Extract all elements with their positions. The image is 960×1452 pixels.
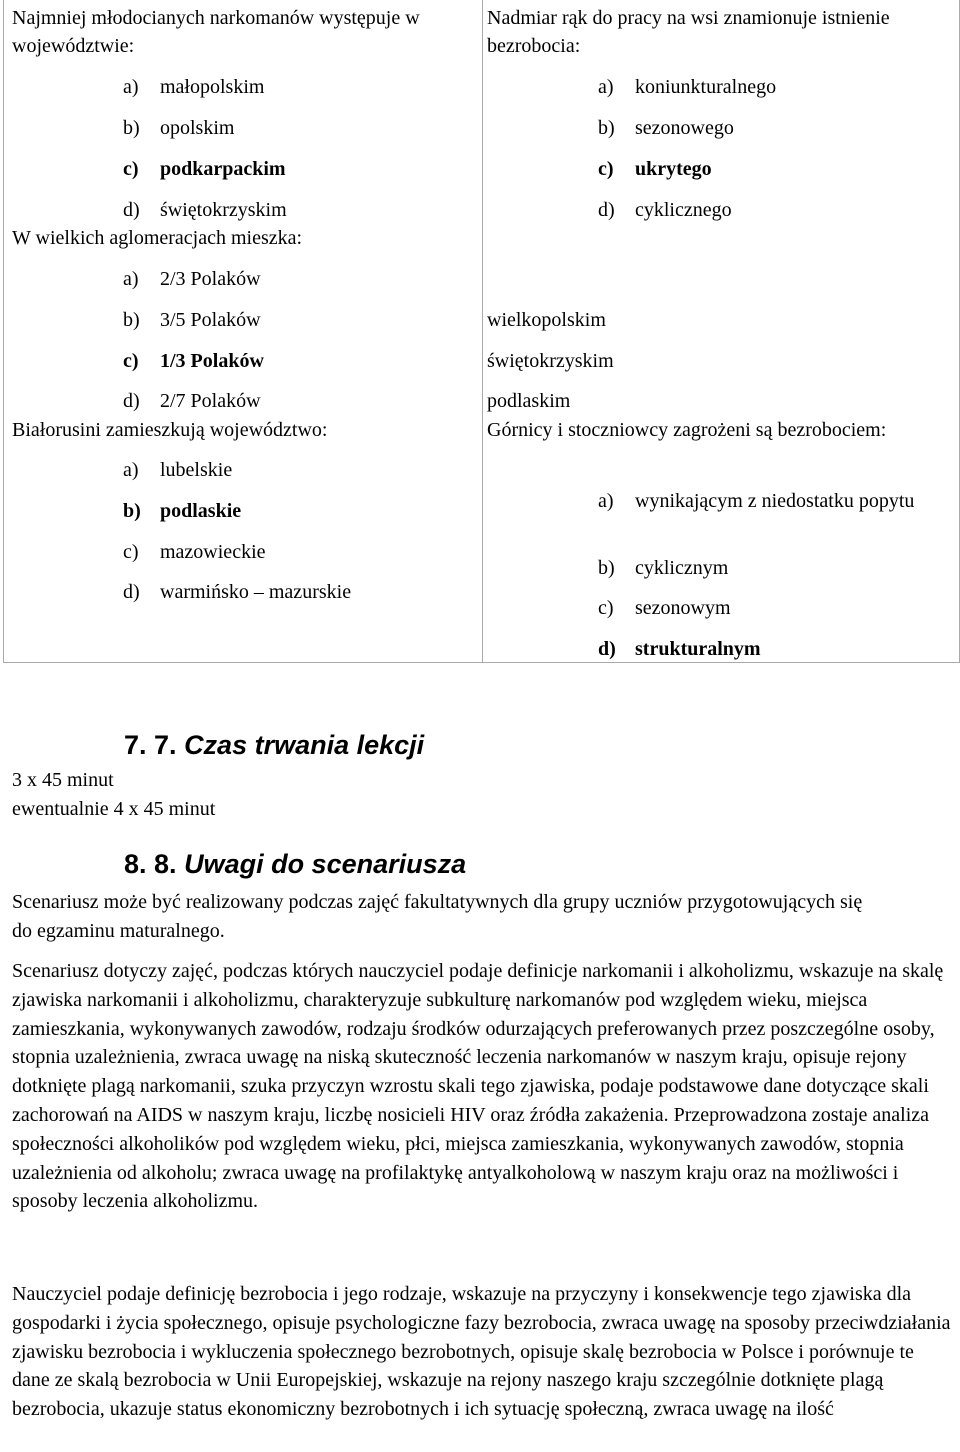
answer-option — [123, 458, 232, 482]
paragraph: Scenariusz może być realizowany podczas zajęć fakultatywnych dla grupy uczniów przygotowujących się do egzaminu maturalnego. — [12, 891, 863, 942]
option-label: a) — [598, 490, 614, 512]
stray-text: podlaskim — [487, 390, 571, 412]
option-text: sezonowego — [635, 117, 734, 139]
question-text: W wielkich aglomeracjach mieszka: — [12, 227, 303, 249]
option-label: b) — [598, 557, 615, 579]
question-text: Górnicy i stoczniowcy zagrożeni są bezrobociem: — [487, 419, 887, 441]
answer-option-correct — [598, 637, 761, 661]
option-text: ukrytego — [635, 158, 712, 180]
option-text: cyklicznym — [635, 557, 729, 579]
option-label: c) — [123, 350, 139, 372]
section-heading — [124, 730, 424, 760]
option-text: warmińsko – mazurskie — [160, 581, 352, 603]
section-title: Czas trwania lekcji — [184, 730, 425, 760]
answer-option — [598, 198, 732, 222]
option-label: a) — [123, 459, 139, 481]
option-label: b) — [598, 117, 615, 139]
option-label: a) — [598, 76, 614, 98]
option-label: b) — [123, 309, 140, 331]
option-label: c) — [598, 158, 614, 180]
answer-option — [598, 116, 734, 140]
option-text: sezonowym — [635, 597, 731, 619]
stray-text: świętokrzyskim — [487, 350, 614, 372]
section-number: 7. 7. — [124, 730, 177, 760]
duration-line: 3 x 45 minut — [12, 769, 114, 791]
answer-option — [598, 75, 776, 99]
answer-option — [598, 556, 728, 580]
option-text: podkarpackim — [160, 158, 286, 180]
option-text: 2/3 Polaków — [160, 268, 261, 290]
paragraph: Scenariusz dotyczy zajęć, podczas których nauczyciel podaje definicje narkomanii i alkoholizmu, wskazuje na skalę zjawiska narkomanii i alkoholizmu, charakteryzuje subkulturę narkomanów pod względem wieku, miejsca zamieszkania, wykonywanych zawodów, rodzaju środków odurzających preferowanych przez poszczególne osoby, stopnia uzależnienia, zwraca uwagę na niską skuteczność leczenia narkomanów w naszym kraju, opisuje rejony dotknięte plagą narkomanii, szuka przyczyn wzrostu skali tego zjawiska, podaje podstawowe dane dotyczące skali zachorowań na AIDS w naszym kraju, liczbę nosicieli HIV oraz źródła zakażenia. Przeprowadzona zostaje analiza społeczności alkoholików pod względem wieku, płci, miejsca zamieszkania, wykonywanych zawodów, stopnia uzależnienia od alkoholu; zwraca uwagę na profilaktykę antyalkoholową w naszym kraju oraz na możliwości i sposoby leczenia alkoholizmu. — [12, 960, 944, 1213]
option-text: 1/3 Polaków — [160, 350, 264, 372]
option-label: d) — [598, 638, 616, 660]
option-label: d) — [123, 199, 140, 221]
answer-option — [123, 198, 287, 222]
option-text: strukturalnym — [635, 638, 761, 660]
option-text: koniunkturalnego — [635, 76, 777, 98]
question-text: Białorusini zamieszkują województwo: — [12, 419, 328, 441]
option-text: wynikającym z niedostatku popytu — [635, 490, 915, 512]
answer-option-correct — [598, 157, 712, 181]
option-text: 3/5 Polaków — [160, 309, 261, 331]
option-label: c) — [598, 597, 614, 619]
option-text: cyklicznego — [635, 199, 732, 221]
option-label: b) — [123, 117, 140, 139]
answer-option — [123, 389, 261, 413]
option-label: c) — [123, 158, 139, 180]
section-title: Uwagi do scenariusza — [184, 849, 467, 879]
option-text: podlaskie — [160, 500, 242, 522]
option-label: c) — [123, 541, 139, 563]
answer-option — [598, 487, 918, 515]
question-text: Nadmiar rąk do pracy na wsi znamionuje istnienie bezrobocia: — [487, 7, 890, 57]
option-label: b) — [123, 500, 141, 522]
option-text: lubelskie — [160, 459, 233, 481]
section-number: 8. 8. — [124, 849, 177, 879]
section-heading — [124, 849, 466, 879]
option-label: d) — [123, 581, 140, 603]
paragraph: Nauczyciel podaje definicję bezrobocia i jego rodzaje, wskazuje na przyczyny i konsekwencje tego zjawiska dla gospodarki i życia społecznego, opisuje psychologiczne fazy bezrobocia, zwraca uwagę na sposoby przeciwdziałania zjawisku bezrobocia i wykluczenia społecznego bezrobotnych, opisuje skalę bezrobocia w Polsce i porównuje te dane ze skalą bezrobocia w Unii Europejskiej, wskazuje na rejony naszego kraju szczególnie dotknięte plagą bezrobocia, ukazuje status ekonomiczny bezrobotnych i ich sytuację społeczną, zwraca uwagę na ilość — [12, 1283, 951, 1421]
answer-option — [598, 596, 731, 620]
option-text: małopolskim — [160, 76, 265, 98]
answer-option-correct — [123, 157, 286, 181]
option-text: opolskim — [160, 117, 235, 139]
option-label: d) — [123, 390, 140, 412]
answer-option-correct — [123, 499, 241, 523]
option-text: mazowieckie — [160, 541, 266, 563]
answer-option — [123, 308, 261, 332]
option-label: a) — [123, 76, 139, 98]
column-divider — [482, 0, 483, 662]
answer-option-correct — [123, 349, 264, 373]
question-text: Najmniej młodocianych narkomanów występuje w województwie: — [12, 7, 420, 57]
option-label: a) — [123, 268, 139, 290]
option-label: d) — [598, 199, 615, 221]
stray-text: wielkopolskim — [487, 309, 606, 331]
answer-option — [123, 580, 351, 604]
answer-option — [123, 75, 264, 99]
option-text: 2/7 Polaków — [160, 390, 261, 412]
answer-option — [123, 540, 266, 564]
duration-line: ewentualnie 4 x 45 minut — [12, 798, 216, 820]
answer-option — [123, 116, 234, 140]
option-text: świętokrzyskim — [160, 199, 287, 221]
answer-option — [123, 267, 261, 291]
